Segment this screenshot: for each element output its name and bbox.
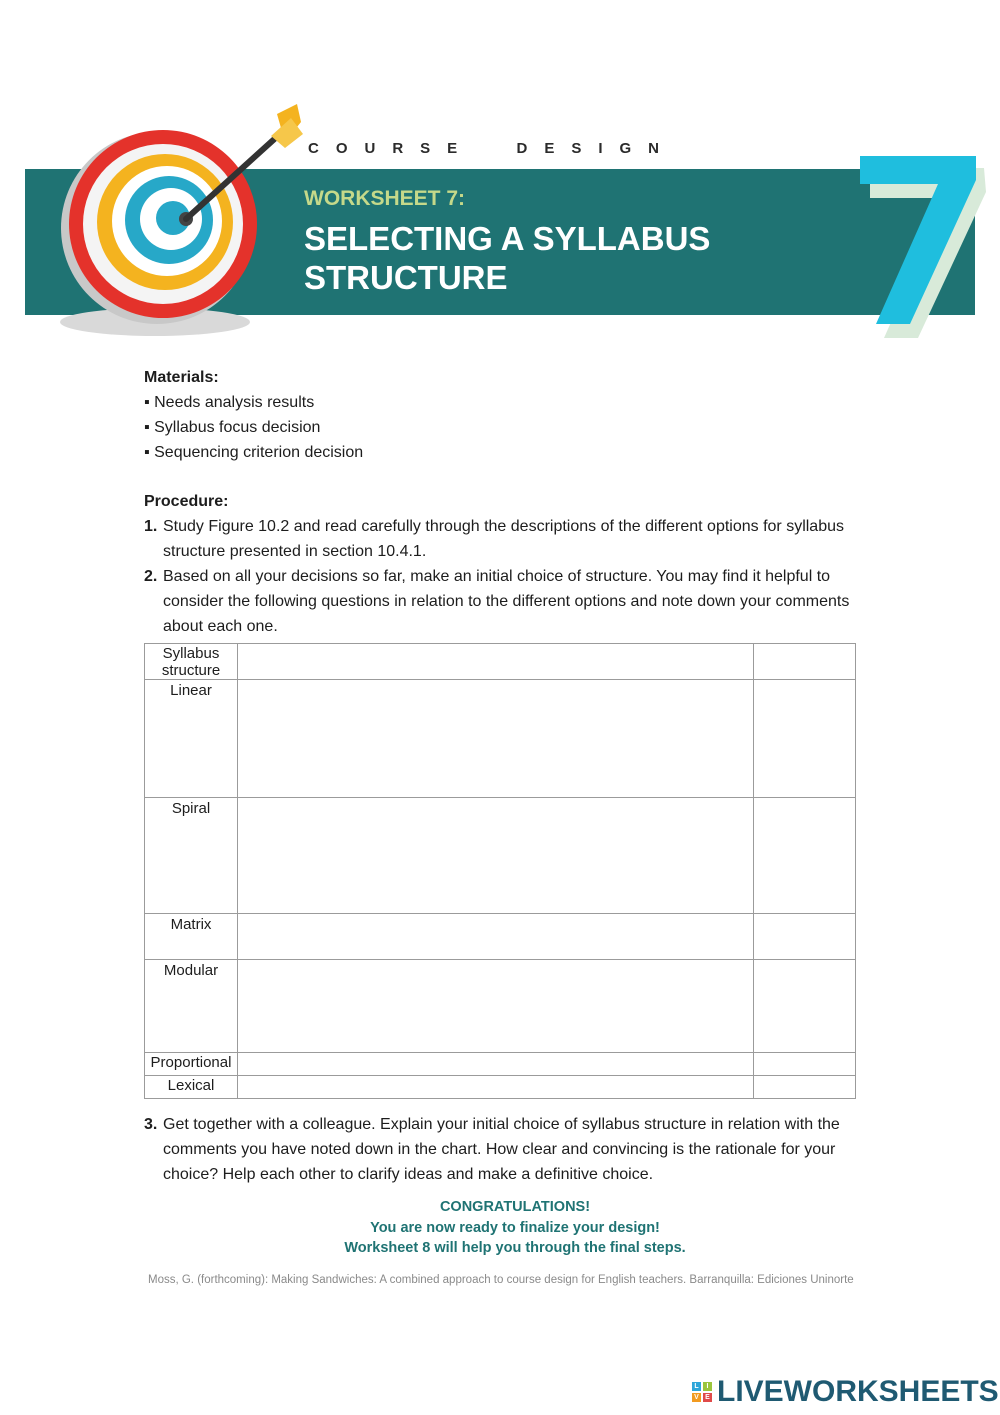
step-number: 2. — [144, 568, 158, 585]
worksheet-number: WORKSHEET 7: — [304, 187, 466, 210]
extra-cell[interactable] — [754, 1053, 856, 1076]
comment-cell[interactable] — [238, 644, 754, 680]
target-dart-illustration — [45, 100, 315, 350]
congrats-line: CONGRATULATIONS! — [439, 1199, 591, 1215]
materials-item-text: Sequencing criterion decision — [154, 444, 364, 461]
materials-item-text: Syllabus focus decision — [154, 419, 321, 436]
logo-cube: I — [703, 1382, 712, 1391]
extra-cell[interactable] — [754, 644, 856, 680]
step-number: 3. — [144, 1116, 158, 1133]
liveworksheets-logo[interactable] — [692, 1375, 999, 1409]
logo-cubes — [692, 1382, 712, 1402]
materials-item-text: Needs analysis results — [154, 394, 315, 411]
congrats-line: Worksheet 8 will help you through the final steps. — [344, 1240, 686, 1256]
table-row — [145, 680, 856, 798]
comment-cell[interactable] — [238, 1076, 754, 1099]
logo-cube: E — [703, 1393, 712, 1402]
procedure-step — [144, 564, 859, 639]
comment-cell[interactable] — [238, 914, 754, 960]
syllabus-structure-table — [144, 643, 856, 1099]
big-number-seven — [840, 140, 990, 340]
procedure-step-3-block — [144, 1112, 859, 1187]
step-number: 1. — [144, 518, 158, 535]
comment-cell[interactable] — [238, 960, 754, 1053]
materials-item: ▪ Needs analysis results — [144, 394, 315, 411]
procedure-section — [144, 489, 859, 639]
congrats-line: You are now ready to finalize your design! — [370, 1219, 660, 1236]
table-row — [145, 798, 856, 914]
step-text: Study Figure 10.2 and read carefully through the descriptions of the different options for syllabus structure presented in section 10.4.1. — [163, 518, 844, 560]
table-header-row — [145, 644, 856, 680]
table-row — [145, 1076, 856, 1099]
citation: Moss, G. (forthcoming): Making Sandwiches: A combined approach to course design for English teachers. Barranquilla: Ediciones Uninorte — [148, 1274, 854, 1286]
extra-cell[interactable] — [754, 960, 856, 1053]
row-label: Modular — [145, 960, 238, 1053]
logo-cube: V — [692, 1393, 701, 1402]
table-row — [145, 914, 856, 960]
extra-cell[interactable] — [754, 680, 856, 798]
materials-section — [144, 365, 859, 465]
comment-cell[interactable] — [238, 798, 754, 914]
materials-item: ▪ Syllabus focus decision — [144, 419, 321, 436]
extra-cell[interactable] — [754, 1076, 856, 1099]
course-design-label: COURSE DESIGN — [308, 140, 677, 157]
row-label: Proportional — [145, 1053, 238, 1076]
congratulations-message — [144, 1197, 886, 1259]
materials-heading: Materials: — [144, 369, 219, 386]
row-label: Spiral — [145, 798, 238, 914]
table-row — [145, 1053, 856, 1076]
procedure-heading: Procedure: — [144, 493, 229, 510]
extra-cell[interactable] — [754, 914, 856, 960]
step-text: Get together with a colleague. Explain your initial choice of syllabus structure in relation with the comments you have noted down in the chart. How clear and convincing is the rationale for your choice? Help each other to clarify ideas and make a definitive choice. — [163, 1116, 840, 1183]
row-label: Linear — [145, 680, 238, 798]
table-row — [145, 960, 856, 1053]
step-text: Based on all your decisions so far, make an initial choice of structure. You may find it helpful to consider the following questions in relation to the different options and note down your comments about each one. — [163, 568, 850, 635]
worksheet-title: SELECTING A SYLLABUS STRUCTURE — [304, 220, 711, 296]
extra-cell[interactable] — [754, 798, 856, 914]
logo-text: LIVEWORKSHEETS — [717, 1375, 999, 1408]
procedure-step — [144, 514, 859, 564]
materials-item: ▪ Sequencing criterion decision — [144, 444, 364, 461]
logo-cube: L — [692, 1382, 701, 1391]
comment-cell[interactable] — [238, 680, 754, 798]
row-label: Matrix — [145, 914, 238, 960]
table-header-cell: Syllabus structure — [145, 644, 238, 680]
comment-cell[interactable] — [238, 1053, 754, 1076]
row-label: Lexical — [145, 1076, 238, 1099]
procedure-step — [144, 1112, 859, 1187]
